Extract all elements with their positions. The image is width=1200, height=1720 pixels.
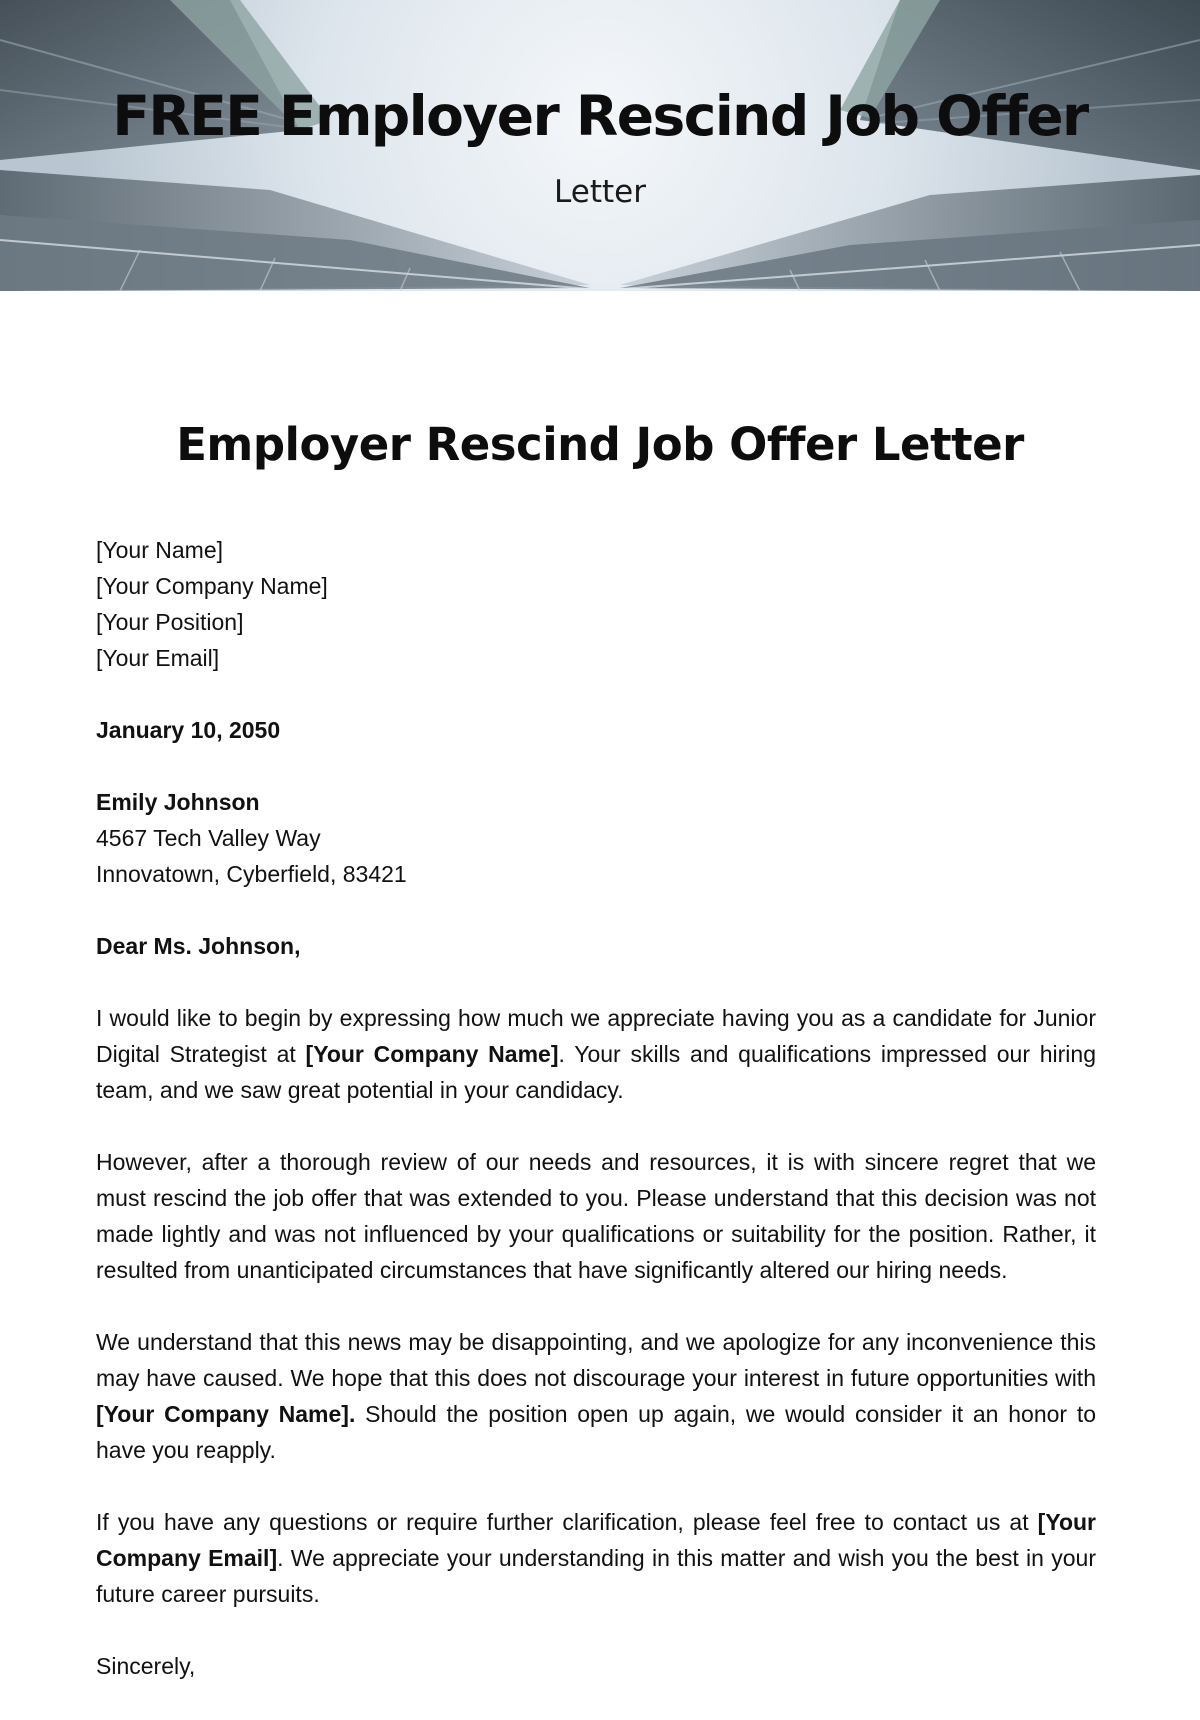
paragraph-1-company: [Your Company Name]: [305, 1041, 559, 1067]
paragraph-4-text-b: . We appreciate your understanding in this matter and wish you the best in your future career pursuits.: [96, 1545, 1096, 1607]
salutation: Dear Ms. Johnson,: [96, 933, 301, 959]
banner-title: FREE Employer Rescind Job Offer: [112, 84, 1088, 148]
letter-date: January 10, 2050: [96, 717, 281, 743]
paragraph-4-email: [Your Company Email]: [96, 1509, 1096, 1571]
letter-body: [96, 532, 1096, 1720]
recipient-address-line1: 4567 Tech Valley Way: [96, 825, 321, 851]
paragraph-3-text-a: We understand that this news may be disappointing, and we apologize for any inconvenience this may have caused. We hope that this does not discourage your interest in future opportunities with: [96, 1329, 1096, 1391]
recipient-name: Emily Johnson: [96, 789, 260, 815]
paragraph-1-text-a: I would like to begin by expressing how much we appreciate having you as a candidate for Junior Digital Strategist at: [96, 1005, 1096, 1067]
sender-block: [96, 532, 1096, 676]
sender-name: [Your Name]: [96, 537, 223, 563]
sender-company: [Your Company Name]: [96, 573, 328, 599]
paragraph-1: [96, 1000, 1096, 1108]
paragraph-1-text-b: . Your skills and qualifications impressed our hiring team, and we saw great potential in your candidacy.: [96, 1041, 1096, 1103]
paragraph-3-company: [Your Company Name].: [96, 1401, 356, 1427]
sender-position: [Your Position]: [96, 609, 244, 635]
recipient-block: [96, 784, 1096, 892]
closing: Sincerely,: [96, 1653, 196, 1679]
paragraph-4: [96, 1504, 1096, 1612]
document-title: Employer Rescind Job Offer Letter: [176, 418, 1024, 471]
paragraph-3-text-b: Should the position open up again, we would consider it an honor to have you reapply.: [96, 1401, 1096, 1463]
paragraph-2: However, after a thorough review of our needs and resources, it is with sincere regret that we must rescind the job offer that was extended to you. Please understand that this decision was not made lightly and was not influenced by your qualifications or suitability for the position. Rather, it resulted from unanticipated circumstances that have significantly altered our hiring needs.: [96, 1149, 1096, 1283]
paragraph-3: [96, 1324, 1096, 1468]
banner-subtitle: Letter: [554, 174, 646, 210]
paragraph-4-text-a: If you have any questions or require further clarification, please feel free to contact us at: [96, 1509, 1038, 1535]
header-banner: [0, 0, 1200, 291]
sender-email: [Your Email]: [96, 645, 220, 671]
recipient-address-line2: Innovatown, Cyberfield, 83421: [96, 861, 407, 887]
